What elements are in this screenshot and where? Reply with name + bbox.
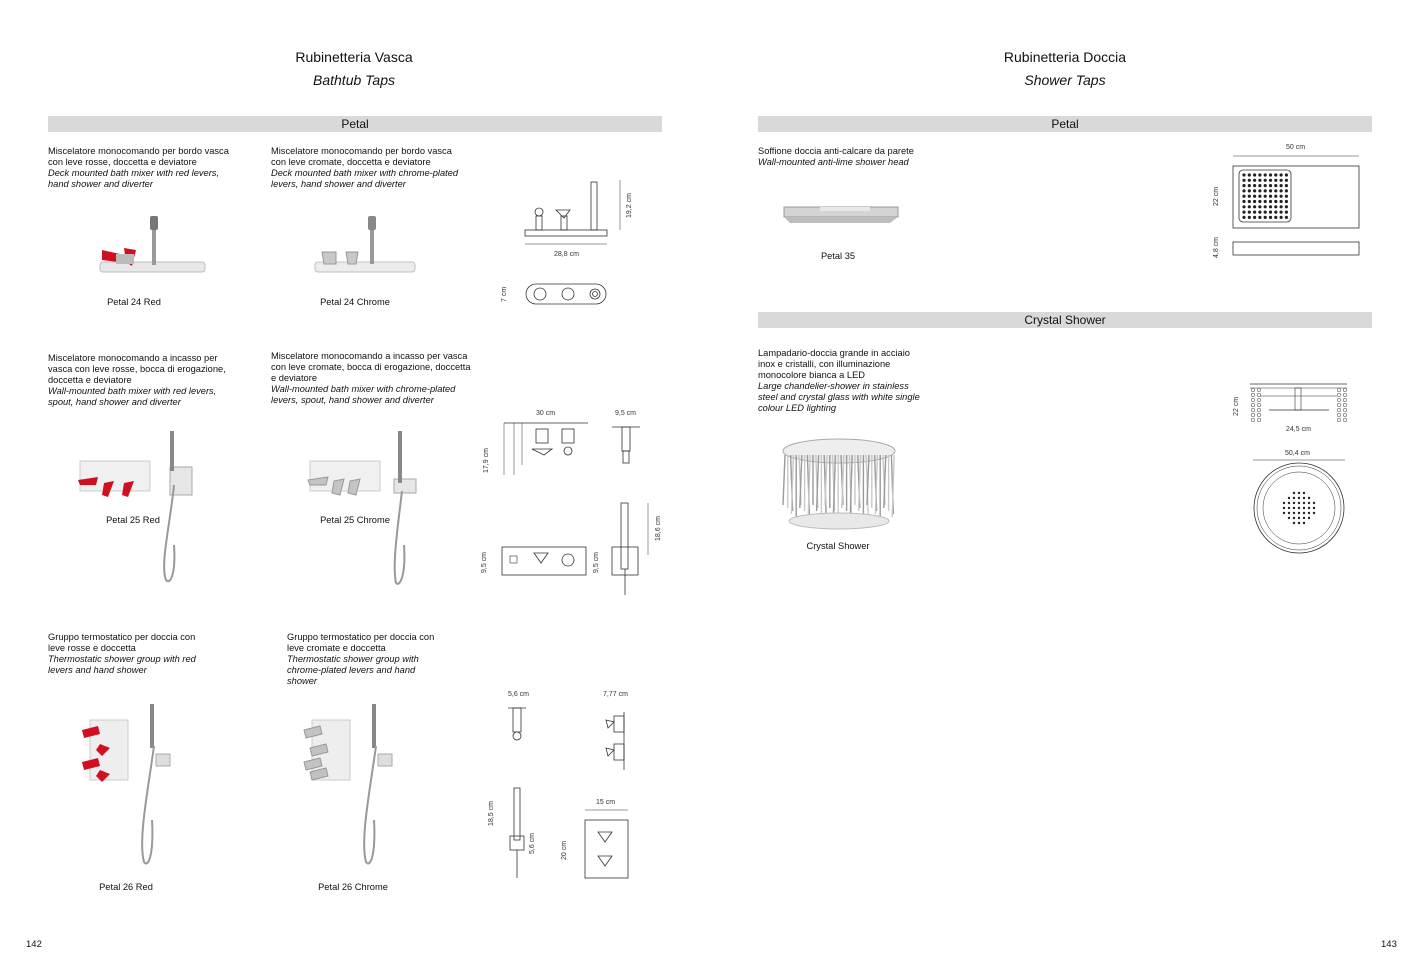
svg-text:5,6 cm: 5,6 cm bbox=[508, 691, 530, 698]
left-page-subtitle: Bathtub Taps bbox=[313, 72, 395, 88]
svg-text:18,6 cm: 18,6 cm bbox=[655, 516, 662, 541]
petal26-red-image bbox=[78, 700, 188, 870]
svg-text:22 cm: 22 cm bbox=[1233, 396, 1240, 416]
product-desc-petal26-chrome: Gruppo termostatico per doccia con leve cromate e doccetta Thermostatic shower group with chrome-plated levers and hand shower bbox=[287, 632, 435, 686]
svg-text:7 cm: 7 cm bbox=[501, 286, 508, 302]
caption-crystal-shower: Crystal Shower bbox=[806, 541, 870, 551]
diagram-crystal-shower bbox=[1225, 378, 1365, 558]
petal25-chrome-image bbox=[300, 425, 430, 590]
crystal-shower-image bbox=[775, 435, 905, 535]
product-desc-petal25-red: Miscelatore monocomando a incasso per vasca con leve rosse, bocca di erogazione, doccetta e deviatore Wall-mounted bath mixer with red levers, spout, hand shower and diverter bbox=[48, 353, 226, 407]
svg-text:22 cm: 22 cm bbox=[1213, 186, 1220, 206]
product-desc-petal24-red: Miscelatore monocomando per bordo vasca con leve rosse, doccetta e deviatore Deck mounted bath mixer with red levers, hand shower and diverter bbox=[48, 146, 229, 189]
product-desc-petal35: Soffione doccia anti-calcare da parete Wall-mounted anti-lime shower head bbox=[758, 146, 914, 167]
svg-text:4,8 cm: 4,8 cm bbox=[1213, 236, 1220, 258]
product-desc-crystal-shower: Lampadario-doccia grande in acciaio inox e cristalli, con illuminazione monocolore bianca a LED Large chandelier-shower in stainless steel and crystal glass with white single colour LED lighting bbox=[758, 348, 920, 413]
svg-text:15 cm: 15 cm bbox=[596, 799, 616, 806]
product-desc-petal25-chrome: Miscelatore monocomando a incasso per vasca con leve cromate, bocca di erogazione, doccetta e deviatore Wall-mounted bath mixer with chrome-plated levers, spout, hand shower and diverter bbox=[271, 351, 471, 405]
svg-text:7,77 cm: 7,77 cm bbox=[603, 691, 628, 698]
svg-text:19,2 cm: 19,2 cm bbox=[626, 193, 633, 218]
svg-text:9,5 cm: 9,5 cm bbox=[615, 410, 637, 417]
svg-text:9,5 cm: 9,5 cm bbox=[593, 551, 600, 573]
svg-text:28,8 cm: 28,8 cm bbox=[554, 251, 579, 258]
caption-petal25-red: Petal 25 Red bbox=[106, 515, 160, 525]
svg-text:24,5 cm: 24,5 cm bbox=[1286, 426, 1311, 433]
left-page-number: 142 bbox=[26, 939, 42, 950]
right-page-number: 143 bbox=[1381, 939, 1397, 950]
svg-text:30 cm: 30 cm bbox=[536, 410, 556, 417]
svg-text:9,5 cm: 9,5 cm bbox=[481, 551, 488, 573]
right-page-title: Rubinetteria Doccia bbox=[1003, 49, 1127, 65]
svg-text:20 cm: 20 cm bbox=[561, 840, 568, 860]
caption-petal24-red: Petal 24 Red bbox=[107, 297, 161, 307]
diagram-petal26 bbox=[482, 686, 642, 886]
petal25-red-image bbox=[70, 425, 200, 590]
petal24-red-image bbox=[90, 210, 210, 300]
diagram-petal24 bbox=[498, 178, 648, 313]
svg-text:50,4 cm: 50,4 cm bbox=[1285, 450, 1310, 457]
right-page-subtitle: Shower Taps bbox=[1024, 72, 1106, 88]
left-page-title: Rubinetteria Vasca bbox=[295, 49, 413, 65]
caption-petal35: Petal 35 bbox=[820, 251, 856, 261]
diagram-petal25 bbox=[478, 405, 668, 600]
caption-petal26-red: Petal 26 Red bbox=[99, 882, 153, 892]
caption-petal25-chrome: Petal 25 Chrome bbox=[320, 515, 390, 525]
svg-text:50 cm: 50 cm bbox=[1286, 144, 1306, 151]
petal24-chrome-image bbox=[310, 210, 420, 300]
svg-text:18,5 cm: 18,5 cm bbox=[488, 801, 495, 826]
right-section-bar-petal: Petal bbox=[758, 116, 1372, 132]
right-section-bar-crystal: Crystal Shower bbox=[758, 312, 1372, 328]
left-section-bar: Petal bbox=[48, 116, 662, 132]
svg-text:5,6 cm: 5,6 cm bbox=[529, 832, 536, 854]
petal26-chrome-image bbox=[300, 700, 410, 870]
product-desc-petal24-chrome: Miscelatore monocomando per bordo vasca con leve cromate, doccetta e deviatore Deck mounted bath mixer with chrome-plated levers, hand shower and diverter bbox=[271, 146, 459, 189]
product-desc-petal26-red: Gruppo termostatico per doccia con leve rosse e doccetta Thermostatic shower group with red levers and hand shower bbox=[48, 632, 196, 675]
diagram-petal35 bbox=[1205, 140, 1365, 265]
caption-petal24-chrome: Petal 24 Chrome bbox=[320, 297, 390, 307]
svg-text:17,9 cm: 17,9 cm bbox=[483, 448, 490, 473]
nozzle-grid bbox=[1242, 173, 1288, 219]
caption-petal26-chrome: Petal 26 Chrome bbox=[318, 882, 388, 892]
